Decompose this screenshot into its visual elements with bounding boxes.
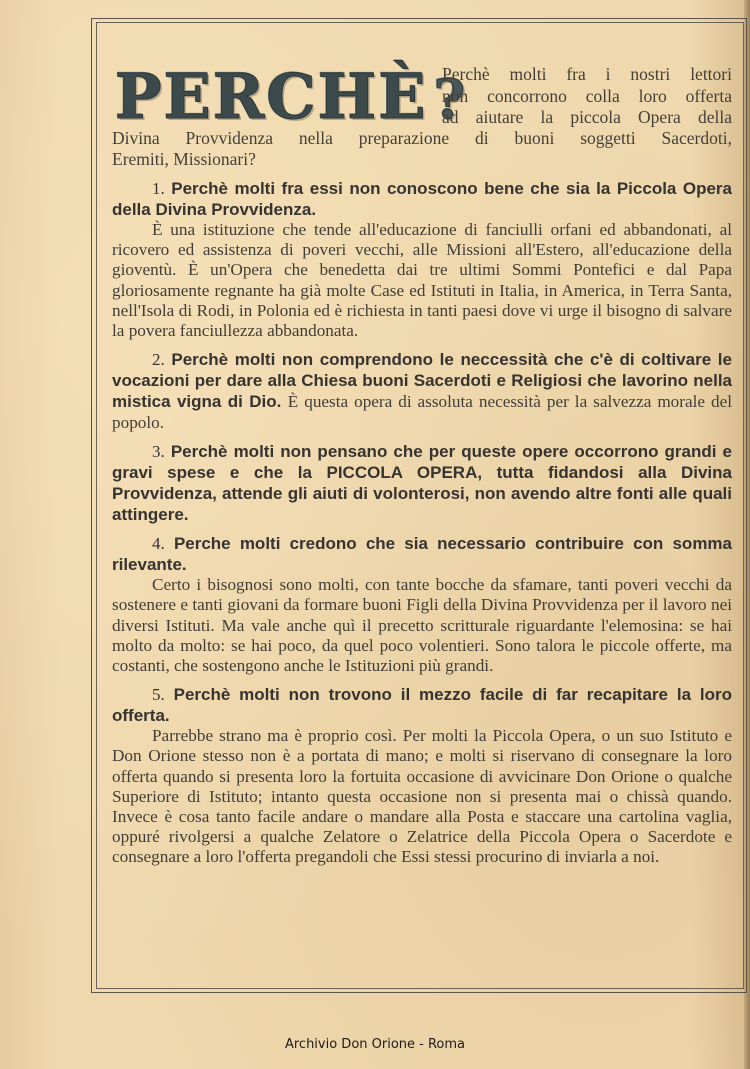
section-number: 3.	[152, 442, 165, 462]
section-5	[112, 684, 732, 867]
section-heading-text: Perche molti credono che sia necessario contribuire con somma rilevante.	[112, 534, 732, 575]
section-body: È una istituzione che tende all'educazione di fanciulli orfani ed abbandonati, al ricovero ed assistenza di poveri vecchi, alle Missioni all'Estero, all'educazione della gioventù. È un'Opera che benedetta dai tre ultimi Sommi Pontefici e dal Papa gloriosamente regnante ha già molte Case ed Istituti in Italia, in America, in Terra Santa, nell'Isola di Rodi, in Polonia ed è richiesta in tanti paesi dove vi urge il bisogno di salvare la povera fanciullezza abbandonata.	[112, 220, 732, 341]
section-heading	[112, 684, 732, 726]
section-heading-text: Perchè molti fra essi non conoscono bene che sia la Piccola Opera della Divina Provvidenza.	[112, 179, 732, 219]
section-2	[112, 349, 732, 433]
intro-line: Perchè molti fra i nostri lettori	[442, 64, 732, 84]
section-heading-text: Perchè molti non pensano che per queste opere occorrono grandi e gravi spese e che la PICCOLA OPERA, tutta fidandosi alla Divina Provvidenza, attende gli aiuti di volonterosi, non avendo altre fonti alle quali attingere.	[112, 442, 732, 525]
section-body: Parrebbe strano ma è proprio così. Per molti la Piccola Opera, o un suo Istituto e Don Orione stesso non è a portata di mano; e molti si riservano di consegnare la loro offerta quando si presenta loro la fortuita occasione di avvicinare Don Orione o qualche Superiore di Istituto; intanto questa occasione non si presenta mai o chissà quando. Invece è cosa tanto facile andare o mandare alla Posta e staccare una cartolina vaglia, oppuré rivolgersi a qualche Zelatore o Zelatrice della Piccola Opera o Sacerdote e consegnare a loro l'offerta pregandoli che Essi stessi procurino di inviarla a noi.	[112, 726, 732, 867]
title-row	[112, 62, 732, 132]
question-mark-glyph: ?	[433, 67, 468, 131]
intro-line: Divina Provvidenza nella preparazione di buoni soggetti Sacerdoti,	[112, 128, 732, 148]
section-4	[112, 533, 732, 676]
section-number: 4.	[152, 534, 165, 554]
decorative-title	[115, 62, 467, 134]
section-heading	[112, 349, 732, 433]
section-inline-body: È questa opera di assoluta necessità per la salvezza morale del popolo.	[112, 392, 732, 433]
section-3	[112, 441, 732, 525]
section-heading-text: Perchè molti non trovono il mezzo facile di far recapitare la loro offerta.	[112, 685, 732, 726]
intro-line: non concorrono colla loro offerta	[442, 85, 732, 106]
section-heading	[112, 441, 732, 525]
intro-line: ad aiutare la piccola Opera della	[442, 107, 732, 127]
section-body: Certo i bisognosi sono molti, con tante bocche da sfamare, tanti poveri vecchi da sostenere e tanti giovani da formare buoni Figli della Divina Provvidenza per il lavoro nei diversi Istituti. Ma vale anche quì il precetto scritturale riguardante l'elemosina: se hai molto da molto: se hai poco, da quel poco volentieri. Sono talora le piccole offerte, ma costanti, che sostengono anche le Istituzioni più grandi.	[112, 575, 732, 676]
section-heading	[112, 178, 732, 220]
archive-watermark: Archivio Don Orione - Roma	[284, 1037, 466, 1052]
section-number: 1.	[152, 179, 165, 198]
section-number: 5.	[152, 685, 165, 705]
intro-line: Eremiti, Missionari?	[112, 149, 256, 169]
section-1	[112, 178, 732, 341]
section-number: 2.	[152, 350, 165, 370]
intro-continuation	[112, 128, 732, 170]
title-word: PERCHÈ	[115, 60, 428, 133]
article	[112, 62, 732, 868]
section-heading	[112, 533, 732, 575]
section-heading-text: Perchè molti non comprendono le neccessità che c'è di coltivare le vocazioni per dare alla Chiesa buoni Sacerdoti e Religiosi che lavorino nella mistica vigna di Dio.	[112, 350, 732, 412]
intro-text	[442, 64, 732, 129]
